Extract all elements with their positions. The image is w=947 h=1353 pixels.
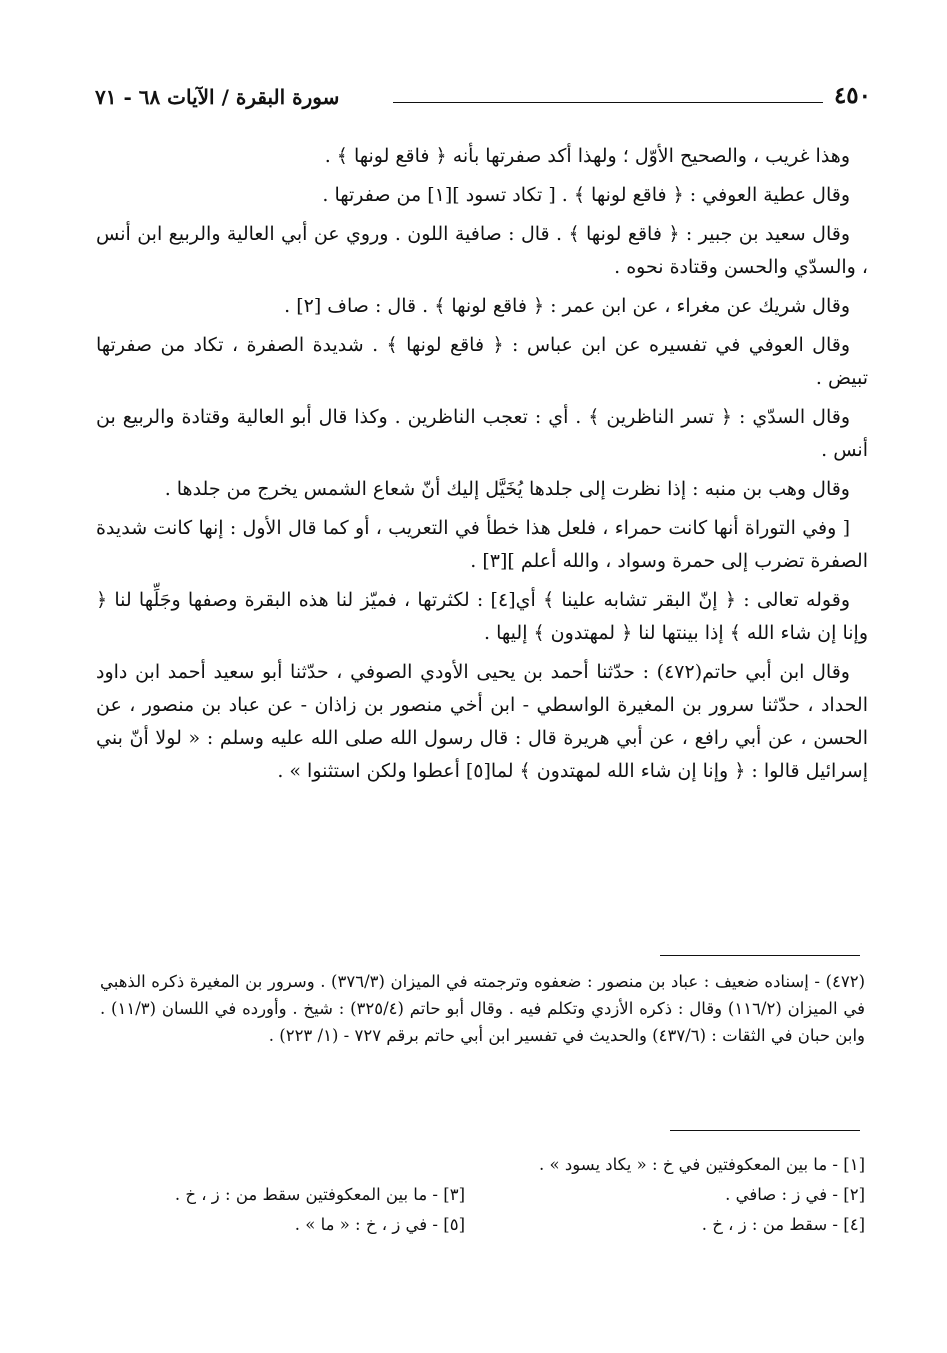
paragraph: وقوله تعالى : ﴿ إنّ البقر تشابه علينا ﴾ أي[٤] : لكثرتها ، فميّز لنا هذه البقرة وصفها وجَلِّها لنا ﴿ وإنا إن شاء الله ﴾ إذا بينتها لنا ﴿ لمهتدون ﴾ إليها . bbox=[96, 589, 868, 644]
paragraph: وقال ابن أبي حاتم(٤٧٢) : حدّثنا أحمد بن يحيى الأودي الصوفي ، حدّثنا أبو سعيد أحمد ابن داود الحداد ، حدّثنا سرور بن المغيرة الواسطي - ابن أخي منصور بن زاذان - عن عباد بن منصور ، عن الحسن ، عن أبي رافع ، عن أبي هريرة قال : قال رسول الله صلى الله عليه وسلم : « لولا أنّ بني إسرائيل قالوا : ﴿ وإنا إن شاء الله لمهتدون ﴾ لما[٥] أعطوا ولكن استثنوا » . bbox=[96, 661, 869, 782]
page-header bbox=[95, 82, 875, 112]
paragraph: وقال سعيد بن جبير : ﴿ فاقع لونها ﴾ . قال : صافية اللون . وروي عن أبي العالية والربيع ابن أنس ، والسدّي والحسن وقتادة نحوه . bbox=[96, 223, 868, 278]
editor-note-1: [١] - ما بين المعكوفتين في خ : « يكاد يسود » . bbox=[539, 1155, 865, 1174]
editor-notes-row bbox=[100, 1210, 865, 1240]
paragraph: وقال السدّي : ﴿ تسر الناظرين ﴾ . أي : تعجب الناظرين . وكذا قال أبو العالية وقتادة والربيع بن أنس . bbox=[96, 406, 868, 461]
main-text bbox=[96, 140, 868, 788]
editor-notes-separator bbox=[670, 1130, 860, 1131]
footnote-separator bbox=[660, 955, 860, 956]
footnote-472: (٤٧٢) - إسناده ضعيف : عباد بن منصور : ضعفوه وترجمته في الميزان (٣٧٦/٣) . وسرور بن المغيرة ذكره الذهبي في الميزان (١١٦/٢) وقال : ذكره الأزدي وتكلم فيه . وقال أبو حاتم (٣٢٥/٤) : شيخ . وأورده في اللسان (١١/٣) . وابن حبان في الثقات : (٤٣٧/٦) والحديث في تفسير ابن أبي حاتم برقم ٧٢٧ - (١/ ٢٢٣) . bbox=[100, 972, 865, 1045]
paragraph: وقال العوفي في تفسيره عن ابن عباس : ﴿ فاقع لونها ﴾ . شديدة الصفرة ، تكاد من صفرتها تبيض . bbox=[96, 334, 868, 389]
paragraph: وقال عطية العوفي : ﴿ فاقع لونها ﴾ . [ تكاد تسود ][١] من صفرتها . bbox=[322, 184, 850, 206]
paragraph: وقال وهب بن منبه : إذا نظرت إلى جلدها يُخَيَّل إليك أنّ شعاع الشمس يخرج من جلدها . bbox=[164, 478, 850, 500]
running-title: سورة البقرة / الآيات ٦٨ - ٧١ bbox=[95, 85, 340, 109]
header-rule bbox=[393, 102, 823, 103]
paragraph: [ وفي التوراة أنها كانت حمراء ، فلعل هذا خطأ في التعريب ، أو كما قال الأول : إنها كانت شديدة الصفرة تضرب إلى حمرة وسواد ، والله أعلم ][٣] . bbox=[96, 517, 868, 572]
editor-note-4: [٤] - سقط من : ز ، خ . bbox=[701, 1215, 865, 1234]
editor-notes-row bbox=[100, 1180, 865, 1210]
editor-notes bbox=[100, 1150, 865, 1240]
editor-notes-row bbox=[100, 1150, 865, 1180]
editor-note-3: [٣] - ما بين المعكوفتين سقط من : ز ، خ . bbox=[174, 1185, 465, 1204]
editor-note-5: [٥] - في ز ، خ : « ما » . bbox=[294, 1215, 465, 1234]
paragraph: وهذا غريب ، والصحيح الأوّل ؛ ولهذا أكد صفرتها بأنه ﴿ فاقع لونها ﴾ . bbox=[324, 145, 850, 167]
paragraph: وقال شريك عن مغراء ، عن ابن عمر : ﴿ فاقع لونها ﴾ . قال : صاف [٢] . bbox=[284, 295, 850, 317]
page-number: ٤٥٠ bbox=[833, 82, 871, 109]
editor-note-2: [٢] - في ز : صافي . bbox=[725, 1185, 865, 1204]
